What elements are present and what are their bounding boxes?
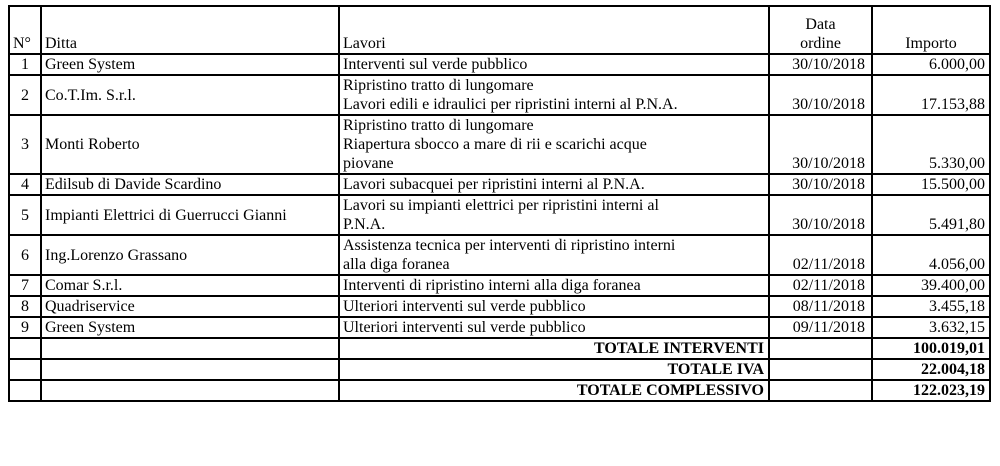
row-ditta: Quadriservice: [41, 296, 339, 317]
row-data-ordine: 30/10/2018: [769, 54, 872, 75]
row-number: 3: [9, 115, 41, 174]
total-value: 100.019,01: [872, 338, 990, 359]
empty-cell: [9, 338, 41, 359]
total-value: 22.004,18: [872, 359, 990, 380]
totals-row: [9, 338, 990, 359]
lavori-line: alla diga foranea: [343, 256, 450, 273]
totals-row: [9, 380, 990, 401]
lavori-line: Interventi di ripristino interni alla diga foranea: [343, 277, 641, 294]
row-number: 8: [9, 296, 41, 317]
lavori-line: piovane: [343, 155, 394, 172]
empty-cell: [41, 338, 339, 359]
empty-cell: [769, 359, 872, 380]
row-importo: 15.500,00: [872, 174, 990, 195]
table-row: [9, 174, 990, 195]
row-importo: 4.056,00: [872, 235, 990, 275]
lavori-line: Ripristino tratto di lungomare: [343, 77, 534, 94]
row-data-ordine: 02/11/2018: [769, 235, 872, 275]
lavori-line: Interventi sul verde pubblico: [343, 56, 528, 73]
empty-cell: [9, 380, 41, 401]
row-data-ordine: 30/10/2018: [769, 115, 872, 174]
row-importo: 5.330,00: [872, 115, 990, 174]
header-number: N°: [9, 6, 41, 54]
row-ditta: Monti Roberto: [41, 115, 339, 174]
row-lavori: [339, 115, 769, 174]
lavori-line: Ulteriori interventi sul verde pubblico: [343, 319, 586, 336]
orders-table: [8, 5, 991, 402]
row-ditta: Co.T.Im. S.r.l.: [41, 75, 339, 115]
header-row: [9, 6, 990, 54]
row-lavori: [339, 296, 769, 317]
row-lavori: [339, 195, 769, 235]
total-label: TOTALE INTERVENTI: [339, 338, 769, 359]
empty-cell: [9, 359, 41, 380]
table-row: [9, 235, 990, 275]
table-row: [9, 296, 990, 317]
table-row: [9, 115, 990, 174]
row-ditta: Green System: [41, 317, 339, 338]
header-importo: Importo: [872, 6, 990, 54]
row-data-ordine: 30/10/2018: [769, 174, 872, 195]
totals-row: [9, 359, 990, 380]
total-value: 122.023,19: [872, 380, 990, 401]
lavori-line: Ripristino tratto di lungomare: [343, 117, 534, 134]
row-data-ordine: 30/10/2018: [769, 195, 872, 235]
row-lavori: [339, 235, 769, 275]
row-lavori: [339, 275, 769, 296]
row-importo: 6.000,00: [872, 54, 990, 75]
row-lavori: [339, 75, 769, 115]
row-number: 9: [9, 317, 41, 338]
row-lavori: [339, 54, 769, 75]
lavori-line: Ulteriori interventi sul verde pubblico: [343, 298, 586, 315]
table-row: [9, 317, 990, 338]
header-data-line2: ordine: [800, 35, 841, 52]
row-number: 2: [9, 75, 41, 115]
lavori-line: Lavori subacquei per ripristini interni al P.N.A.: [343, 176, 645, 193]
empty-cell: [41, 380, 339, 401]
row-data-ordine: 02/11/2018: [769, 275, 872, 296]
lavori-line: P.N.A.: [343, 216, 386, 233]
row-data-ordine: 09/11/2018: [769, 317, 872, 338]
lavori-line: Assistenza tecnica per interventi di ripristino interni: [343, 237, 676, 254]
header-ditta: Ditta: [41, 6, 339, 54]
lavori-line: Lavori edili e idraulici per ripristini interni al P.N.A.: [343, 96, 678, 113]
row-importo: 3.632,15: [872, 317, 990, 338]
row-data-ordine: 08/11/2018: [769, 296, 872, 317]
row-number: 1: [9, 54, 41, 75]
row-ditta: Green System: [41, 54, 339, 75]
row-number: 4: [9, 174, 41, 195]
header-lavori: Lavori: [339, 6, 769, 54]
row-number: 7: [9, 275, 41, 296]
orders-table-container: [8, 5, 991, 402]
row-ditta: Impianti Elettrici di Guerrucci Gianni: [41, 195, 339, 235]
table-row: [9, 75, 990, 115]
row-lavori: [339, 317, 769, 338]
row-ditta: Edilsub di Davide Scardino: [41, 174, 339, 195]
table-row: [9, 275, 990, 296]
empty-cell: [41, 359, 339, 380]
row-importo: 17.153,88: [872, 75, 990, 115]
row-importo: 39.400,00: [872, 275, 990, 296]
empty-cell: [769, 380, 872, 401]
row-importo: 3.455,18: [872, 296, 990, 317]
total-label: TOTALE COMPLESSIVO: [339, 380, 769, 401]
total-label: TOTALE IVA: [339, 359, 769, 380]
row-data-ordine: 30/10/2018: [769, 75, 872, 115]
row-importo: 5.491,80: [872, 195, 990, 235]
row-number: 6: [9, 235, 41, 275]
table-row: [9, 195, 990, 235]
table-row: [9, 54, 990, 75]
row-lavori: [339, 174, 769, 195]
header-data-ordine: [769, 6, 872, 54]
row-number: 5: [9, 195, 41, 235]
header-data-line1: Data: [805, 16, 836, 33]
lavori-line: Lavori su impianti elettrici per ripristini interni al: [343, 197, 659, 214]
empty-cell: [769, 338, 872, 359]
row-ditta: Ing.Lorenzo Grassano: [41, 235, 339, 275]
lavori-line: Riapertura sbocco a mare di rii e scarichi acque: [343, 136, 647, 153]
row-ditta: Comar S.r.l.: [41, 275, 339, 296]
